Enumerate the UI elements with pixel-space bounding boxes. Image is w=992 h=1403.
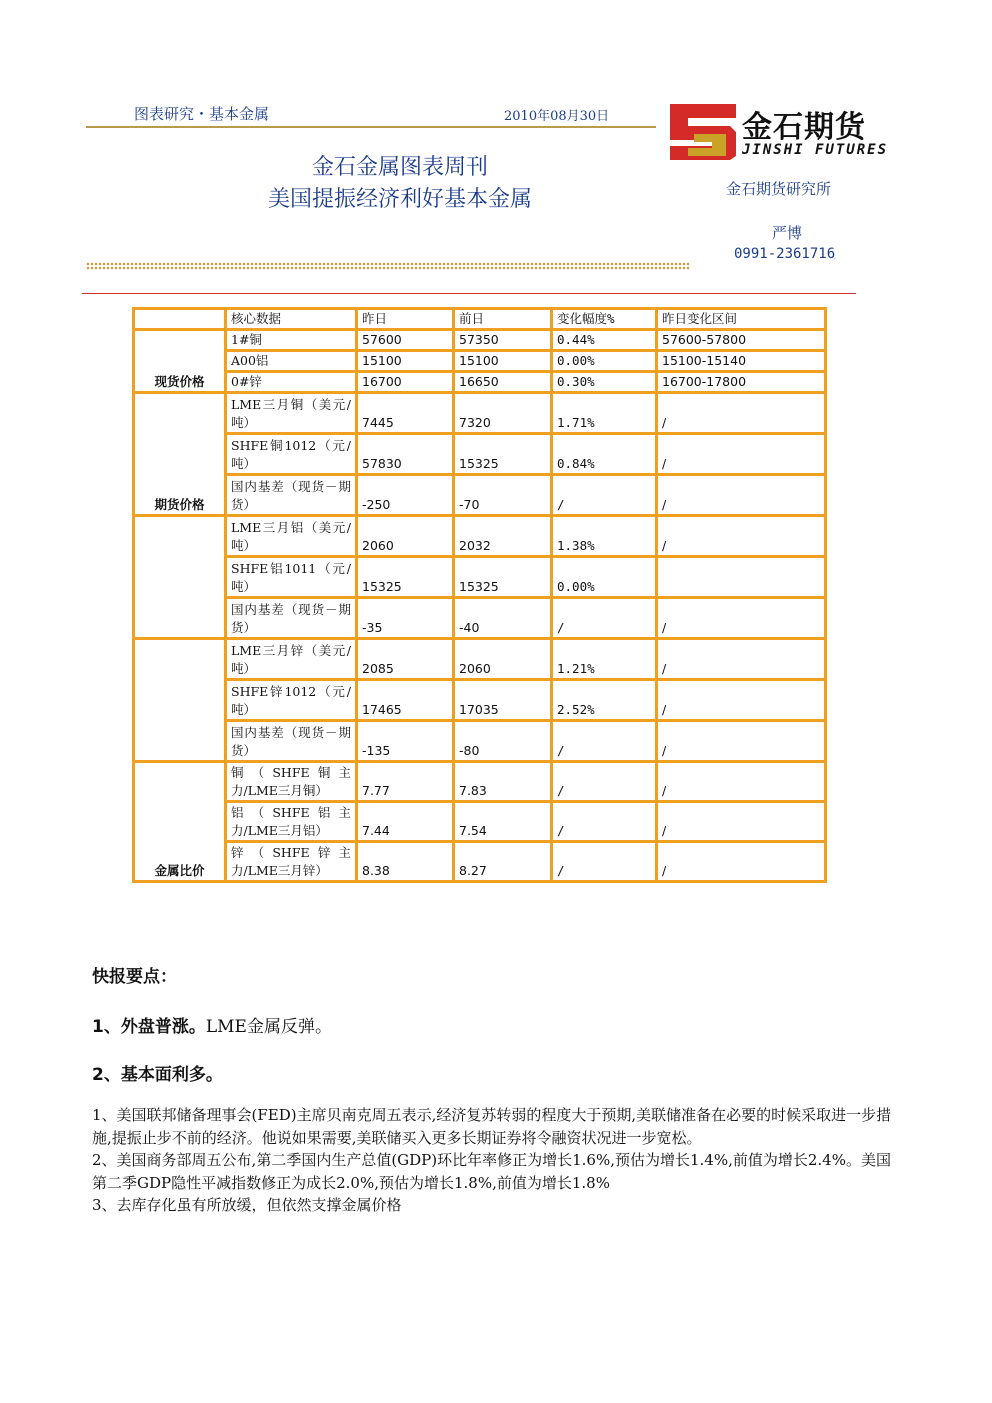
prev-day-value-cell: -40 [454,598,552,639]
table-header-cell [134,309,226,330]
yesterday-value-cell: -35 [357,598,454,639]
yesterday-value-cell: 57830 [357,434,454,475]
report-subtitle: 美国提振经济利好基本金属 [267,187,532,212]
prev-day-value-cell: 7.54 [454,802,552,842]
table-header-cell: 变化幅度% [552,309,657,330]
table-header-cell: 昨日 [357,309,454,330]
prev-day-value-cell: 8.27 [454,842,552,882]
change-percent-cell: / [552,475,657,516]
paragraph-1: 1、美国联邦储备理事会(FED)主席贝南克周五表示,经济复苏转弱的程度大于预期,美联储准备在必要的时候采取进一步措施,提振止步不前的经济。他说如果需要,美联储买入更多长期证券将令融资状况进一步宽松。 [92,1106,892,1147]
range-cell: 57600-57800 [657,330,826,351]
item-name-cell: SHFE铜1012（元/吨） [226,434,357,475]
report-title: 金石金属图表周刊 [311,155,488,180]
key-point-1 [92,1012,332,1037]
table-header-cell: 昨日变化区间 [657,309,826,330]
range-cell: / [657,639,826,680]
table-header-row [134,309,826,330]
change-percent-cell: 1.38% [552,516,657,557]
yesterday-value-cell: 57600 [357,330,454,351]
paragraph-2: 2、美国商务部周五公布,第二季国内生产总值(GDP)环比年率修正为增长1.6%,预估为增长1.4%,前值为增长2.4%。美国第二季GDP隐性平减指数修正为成长2.0%,预估为增长1.8%,前值为增长1.8% [92,1151,891,1192]
prev-day-value-cell: 2032 [454,516,552,557]
range-cell: / [657,434,826,475]
prev-day-value-cell: 16650 [454,372,552,393]
prev-day-value-cell: 17035 [454,680,552,721]
key-points-heading: 快报要点： [92,967,177,987]
body-paragraphs [92,1104,900,1217]
key-point-1-text: LME金属反弹。 [205,1017,332,1037]
yesterday-value-cell: -135 [357,721,454,762]
range-cell: 16700-17800 [657,372,826,393]
change-percent-cell: 0.44% [552,330,657,351]
table-row [134,557,826,598]
change-percent-cell: / [552,802,657,842]
table-row [134,393,826,434]
item-name-cell: A00铝 [226,351,357,372]
change-percent-cell: 1.71% [552,393,657,434]
key-point-1-title: 1、外盘普涨。 [92,1017,206,1037]
table-header-cell: 前日 [454,309,552,330]
change-percent-cell: 2.52% [552,680,657,721]
yesterday-value-cell: 7.77 [357,762,454,802]
group-label-cell: 现货价格 [134,330,226,393]
item-name-cell: SHFE铝1011（元/吨） [226,557,357,598]
red-divider [82,293,856,294]
institute-name: 金石期货研究所 [726,180,832,198]
yesterday-value-cell: 8.38 [357,842,454,882]
yesterday-value-cell: 2060 [357,516,454,557]
prev-day-value-cell: -70 [454,475,552,516]
change-percent-cell: 1.21% [552,639,657,680]
item-name-cell: 1#铜 [226,330,357,351]
group-label-cell [134,639,226,762]
range-cell: / [657,598,826,639]
item-name-cell: 锌（SHFE锌主力/LME三月锌） [226,842,357,882]
item-name-cell: LME三月铝（美元/吨） [226,516,357,557]
table-row [134,721,826,762]
change-percent-cell: 0.30% [552,372,657,393]
key-point-2 [92,1060,223,1085]
item-name-cell: 国内基差（现货－期货） [226,598,357,639]
yesterday-value-cell: 7.44 [357,802,454,842]
yesterday-value-cell: 7445 [357,393,454,434]
table-row [134,680,826,721]
yesterday-value-cell: 2085 [357,639,454,680]
yesterday-value-cell: 16700 [357,372,454,393]
item-name-cell: 铜（SHFE铜主力/LME三月铜） [226,762,357,802]
logo-name: 金石期货 [742,110,866,145]
table-header-cell: 核心数据 [226,309,357,330]
prev-day-value-cell: 7.83 [454,762,552,802]
range-cell: / [657,680,826,721]
group-label-cell: 金属比价 [134,762,226,882]
range-cell: / [657,516,826,557]
range-cell: / [657,393,826,434]
range-cell: 15100-15140 [657,351,826,372]
prev-day-value-cell: -80 [454,721,552,762]
key-point-2-title: 2、基本面利多。 [92,1065,223,1085]
yesterday-value-cell: -250 [357,475,454,516]
item-name-cell: 铝（SHFE铝主力/LME三月铝） [226,802,357,842]
change-percent-cell: 0.00% [552,557,657,598]
change-percent-cell: / [552,598,657,639]
yesterday-value-cell: 17465 [357,680,454,721]
range-cell: / [657,802,826,842]
report-date: 2010年08月30日 [504,109,610,124]
table-row [134,598,826,639]
table-row [134,351,826,372]
prev-day-value-cell: 15100 [454,351,552,372]
table-row [134,372,826,393]
range-cell: / [657,842,826,882]
range-cell [657,557,826,598]
change-percent-cell: / [552,762,657,802]
change-percent-cell: 0.00% [552,351,657,372]
item-name-cell: 国内基差（现货－期货） [226,721,357,762]
prev-day-value-cell: 7320 [454,393,552,434]
item-name-cell: 国内基差（现货－期货） [226,475,357,516]
author-name: 严博 [772,224,803,242]
table-row [134,475,826,516]
paragraph-3: 3、去库存化虽有所放缓，但依然支撑金属价格 [92,1196,402,1214]
group-label-cell: 期货价格 [134,393,226,516]
core-data-table [132,307,827,883]
dotted-divider [86,262,690,270]
item-name-cell: LME三月铜（美元/吨） [226,393,357,434]
table-row [134,516,826,557]
table-row [134,802,826,842]
change-percent-cell: / [552,721,657,762]
table-row [134,762,826,802]
range-cell: / [657,475,826,516]
item-name-cell: SHFE锌1012（元/吨） [226,680,357,721]
table-row [134,330,826,351]
yesterday-value-cell: 15100 [357,351,454,372]
item-name-cell: 0#锌 [226,372,357,393]
prev-day-value-cell: 2060 [454,639,552,680]
item-name-cell: LME三月锌（美元/吨） [226,639,357,680]
section-label: 图表研究・基本金属 [134,105,270,123]
prev-day-value-cell: 15325 [454,434,552,475]
prev-day-value-cell: 57350 [454,330,552,351]
change-percent-cell: 0.84% [552,434,657,475]
table-row [134,434,826,475]
author-phone: 0991-2361716 [734,246,836,262]
table-row [134,639,826,680]
table-row [134,842,826,882]
range-cell: / [657,721,826,762]
group-label-cell [134,516,226,639]
yesterday-value-cell: 15325 [357,557,454,598]
logo-subtitle: JINSHI FUTURES [742,142,889,158]
prev-day-value-cell: 15325 [454,557,552,598]
change-percent-cell: / [552,842,657,882]
range-cell: / [657,762,826,802]
header-divider [86,126,656,128]
